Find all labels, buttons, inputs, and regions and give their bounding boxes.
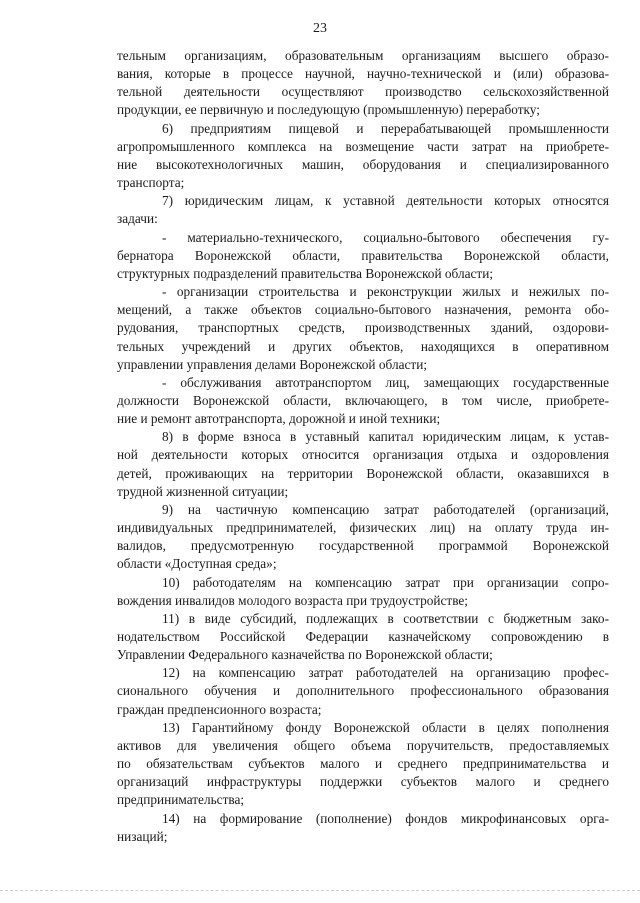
- text-line: транспорта;: [117, 175, 185, 191]
- text-line: - материально-технического, социально-бытового обеспечения гу-: [162, 229, 609, 245]
- text-line: области «Доступная среда»;: [117, 556, 277, 572]
- text-line: тельной деятельности осуществляют производство сельскохозяйственной: [117, 84, 609, 100]
- page-number: 23: [313, 21, 327, 36]
- text-line: Управлении Федерального казначейства по Воронежской области;: [117, 647, 493, 663]
- text-line: бернатора Воронежской области, правительства Воронежской области,: [117, 247, 609, 263]
- text-line: управлении управления делами Воронежской области;: [117, 356, 428, 372]
- text-line: - организации строительства и реконструкции жилых и нежилых по-: [162, 284, 609, 300]
- text-line: мещений, а также объектов социально-бытового назначения, ремонта обо-: [117, 302, 609, 318]
- text-line: 9) на частичную компенсацию затрат работодателей (организаций,: [162, 501, 609, 517]
- text-line: организаций инфраструктуры поддержки субъектов малого и среднего: [117, 774, 609, 790]
- text-line: ние и ремонт автотранспорта, дорожной и иной техники;: [117, 411, 441, 427]
- text-line: нодательством Российской Федерации казначейскому сопровождению в: [117, 629, 609, 644]
- text-line: агропромышленного комплекса на возмещение части затрат на приобрете-: [117, 138, 609, 154]
- text-line: 7) юридическим лицам, к уставной деятельности которых относятся: [162, 193, 609, 209]
- text-line: ние высокотехнологичных машин, оборудования и специализированного: [117, 156, 609, 172]
- text-line: 14) на формирование (пополнение) фондов микрофинансовых орга-: [162, 810, 609, 826]
- text-line: сионального обучения и дополнительного профессионального образования: [117, 683, 609, 699]
- text-line: 11) в виде субсидий, подлежащих в соответствии с бюджетным зако-: [162, 610, 609, 626]
- text-line: структурных подразделений правительства Воронежской области;: [117, 265, 494, 281]
- text-line: 8) в форме взноса в уставный капитал юридическим лицам, к устав-: [162, 429, 609, 445]
- text-line: 13) Гарантийному фонду Воронежской области в целях пополнения: [162, 719, 609, 735]
- text-line: 6) предприятиям пищевой и перерабатывающей промышленности: [162, 120, 609, 136]
- text-line: тельных учреждений и других объектов, находящихся в оперативном: [117, 338, 609, 354]
- body-text: [117, 47, 609, 846]
- text-line: - обслуживания автотранспортом лиц, замещающих государственные: [162, 374, 609, 390]
- text-line: продукции, ее первичную и последующую (промышленную) переработку;: [117, 102, 540, 118]
- text-line: валидов, предусмотренную государственной программой Воронежской: [117, 538, 609, 554]
- text-line: 12) на компенсацию затрат работодателей на организацию профес-: [162, 665, 609, 681]
- text-line: индивидуальных предпринимателей, физических лиц) на оплату труда ин-: [117, 520, 609, 536]
- text-line: рудования, транспортных средств, производственных зданий, оздорови-: [117, 320, 609, 336]
- text-line: трудной жизненной ситуации;: [117, 483, 289, 499]
- text-line: должности Воронежской области, включающего, в том числе, приобрете-: [117, 392, 609, 408]
- text-line: вождения инвалидов молодого возраста при трудоустройстве;: [117, 592, 469, 608]
- text-line: ной деятельности которых относится организация отдыха и оздоровления: [117, 447, 609, 463]
- text-line: низаций;: [117, 828, 168, 844]
- text-line: тельным организациям, образовательным организациям высшего образо-: [117, 48, 609, 63]
- text-line: вания, которые в процессе научной, научно-технической и (или) образова-: [117, 66, 609, 82]
- text-line: 10) работодателям на компенсацию затрат при организации сопро-: [162, 574, 609, 590]
- text-line: детей, проживающих на территории Воронежской области, оказавшихся в: [117, 465, 609, 481]
- text-line: предпринимательства;: [117, 792, 245, 808]
- bottom-edge-rule: [0, 890, 640, 891]
- text-line: по обязательствам субъектов малого и среднего предпринимательства и: [117, 756, 609, 772]
- text-line: активов для увеличения общего объема поручительств, предоставляемых: [117, 737, 609, 753]
- text-line: граждан предпенсионного возраста;: [117, 701, 322, 717]
- text-line: задачи:: [117, 211, 158, 227]
